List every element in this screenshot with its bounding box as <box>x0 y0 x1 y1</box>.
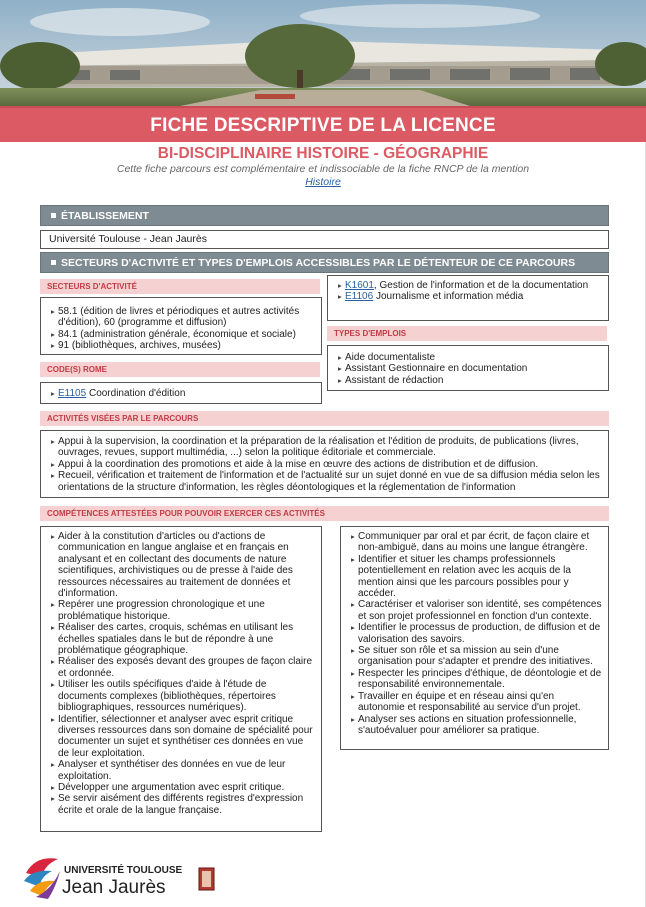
campus-banner-image <box>0 0 646 106</box>
secteurs-activite-box <box>40 297 322 355</box>
etablissement-box <box>40 230 609 249</box>
list-item: ▸ Utiliser les outils spécifiques d'aide à l'étude de documents complexes (bibliothèques, répertoires bibliographiques, ressources numériques). <box>51 679 315 713</box>
list-item: ▸ Travailler en équipe et en réseau ainsi qu'en autonomie et responsabilité au service d'un projet. <box>351 691 602 714</box>
etablissement-value: Université Toulouse - Jean Jaurès <box>49 233 207 245</box>
bullet-square-icon <box>51 213 56 218</box>
list-item: ▸ Développer une argumentation avec esprit critique. <box>51 782 315 793</box>
secteurs-activite-label: SECTEURS D'ACTIVITÉ <box>40 279 320 294</box>
list-item <box>338 291 602 302</box>
list-item: ▸ Identifier le processus de production, de diffusion et de valorisation des savoirs. <box>351 622 602 645</box>
list-item: ▸ Assistant de rédaction <box>338 375 602 386</box>
list-item: ▸ Analyser et synthétiser des données en vue de leur exploitation. <box>51 759 315 782</box>
list-item: ▸ Réaliser des cartes, croquis, schémas en utilisant les échelles spatiales dans le but de répondre à une problématique géographique. <box>51 622 315 656</box>
list-item: ▸ 91 (bibliothèques, archives, musées) <box>51 340 315 351</box>
list-item: ▸ Appui à la coordination des promotions et aide à la mise en œuvre des actions de distribution et de diffusion. <box>51 459 602 470</box>
competences-right-box <box>340 526 609 750</box>
list-item: ▸ Appui à la supervision, la coordination et la préparation de la réalisation et l'édition de produits, de publications (livres, ouvrages, revues, support multimédia, ...) selon la politique éditoriale et commerciale. <box>51 436 602 459</box>
competences-left-list <box>41 527 321 820</box>
list-item: ▸ Analyser ses actions en situation professionnelle, s'autoévaluer pour améliorer sa pratique. <box>351 714 602 737</box>
logo-line-1: UNIVERSITÉ TOULOUSE <box>64 865 183 876</box>
types-emplois-box <box>327 345 609 391</box>
secteurs-activite-list <box>41 298 321 356</box>
codes-rome-list <box>41 383 321 403</box>
list-item: ▸ Assistant Gestionnaire en documentation <box>338 363 602 374</box>
list-item: ▸ Communiquer par oral et par écrit, de façon claire et non-ambiguë, dans au moins une langue étrangère. <box>351 531 602 554</box>
section-etablissement-label: ÉTABLISSEMENT <box>61 210 149 222</box>
rome-code-link[interactable]: E1105 <box>58 388 87 399</box>
lead-sentence: Cette fiche parcours est complémentaire et indissociable de la fiche RNCP de la mention <box>116 163 530 175</box>
list-item: ▸ 58.1 (édition de livres et périodiques et autres activités d'édition), 60 (programme et diffusion) <box>51 306 315 329</box>
page-subtitle: BI-DISCIPLINAIRE HISTOIRE - GÉOGRAPHIE <box>157 145 489 162</box>
list-item: ▸ Se servir aisément des différents registres d'expression écrite et orale de la langue française. <box>51 793 315 816</box>
list-item <box>338 280 602 291</box>
section-secteurs-types <box>40 252 609 273</box>
competences-right-list <box>341 527 608 740</box>
bullet-square-icon <box>51 260 56 265</box>
list-item: ▸ Réaliser des exposés devant des groupes de façon claire et ordonnée. <box>51 656 315 679</box>
list-item: ▸ Aide documentaliste <box>338 352 602 363</box>
lead-text <box>60 163 586 189</box>
title-band <box>0 106 646 142</box>
list-item: ▸ Identifier, sélectionner et analyser avec esprit critique diverses ressources dans son domaine de spécialité pour documenter un sujet et synthétiser ces données en vue de leur exploitation. <box>51 714 315 760</box>
section-secteurs-types-label: SECTEURS D'ACTIVITÉ ET TYPES D'EMPLOIS ACCESSIBLES PAR LE DÉTENTEUR DE CE PARCOURS <box>61 257 576 269</box>
list-item: ▸ Identifier et situer les champs professionnels potentiellement en relation avec les acquis de la mention ainsi que les parcours possibles pour y accéder. <box>351 554 602 600</box>
rome-code-link[interactable]: K1601 <box>345 280 374 291</box>
logo-line-2: Jean Jaurès <box>62 877 166 898</box>
activites-box <box>40 430 609 498</box>
codes-rome-box <box>40 382 322 404</box>
rome-code-text: , Gestion de l'information et de la documentation <box>373 280 589 291</box>
rome-code-text: Coordination d'édition <box>86 388 186 399</box>
codes-rome-right-box <box>327 275 609 321</box>
list-item: ▸ Repérer une progression chronologique et une problématique historique. <box>51 599 315 622</box>
list-item: ▸ Respecter les principes d'éthique, de déontologie et de responsabilité environnementale. <box>351 668 602 691</box>
competences-left-box <box>40 526 322 832</box>
activites-label: ACTIVITÉS VISÉES PAR LE PARCOURS <box>40 411 609 426</box>
university-logo <box>22 851 232 901</box>
section-etablissement <box>40 205 609 226</box>
types-emplois-list <box>328 346 608 390</box>
list-item: ▸ 84.1 (administration générale, économique et sociale) <box>51 329 315 340</box>
list-item: ▸ Recueil, vérification et traitement de l'information et de l'actualité sur un sujet donné en vue de sa diffusion média selon les orientations de la structure d'information, les règles déontologiques et la réglementation de l'information <box>51 470 602 493</box>
list-item: ▸ Aider à la constitution d'articles ou d'actions de communication en langue anglaise et en français en analysant et en collectant des documents de nature scientifiques, archivistiques ou de presse à l'aide des ressources nécessaires au traitement de données et d'information. <box>51 531 315 599</box>
rome-code-text: Journalisme et information média <box>373 291 524 303</box>
list-item: ▸ Caractériser et valoriser son identité, ses compétences et son projet professionnel en fonction d'un contexte. <box>351 599 602 622</box>
rome-code-link[interactable]: E1106 <box>345 291 374 303</box>
page-title: FICHE DESCRIPTIVE DE LA LICENCE <box>150 115 496 136</box>
list-item: ▸ Se situer son rôle et sa mission au sein d'une organisation pour s'adapter et prendre des initiatives. <box>351 645 602 668</box>
types-emplois-label: TYPES D'EMPLOIS <box>327 326 607 341</box>
codes-rome-right-list <box>328 276 608 307</box>
mention-link[interactable]: Histoire <box>305 176 341 188</box>
list-item <box>51 388 315 399</box>
competences-label: COMPÉTENCES ATTESTÉES POUR POUVOIR EXERCER CES ACTIVITÉS <box>40 506 609 521</box>
codes-rome-label: CODE(S) ROME <box>40 362 320 377</box>
activites-list <box>41 431 608 497</box>
